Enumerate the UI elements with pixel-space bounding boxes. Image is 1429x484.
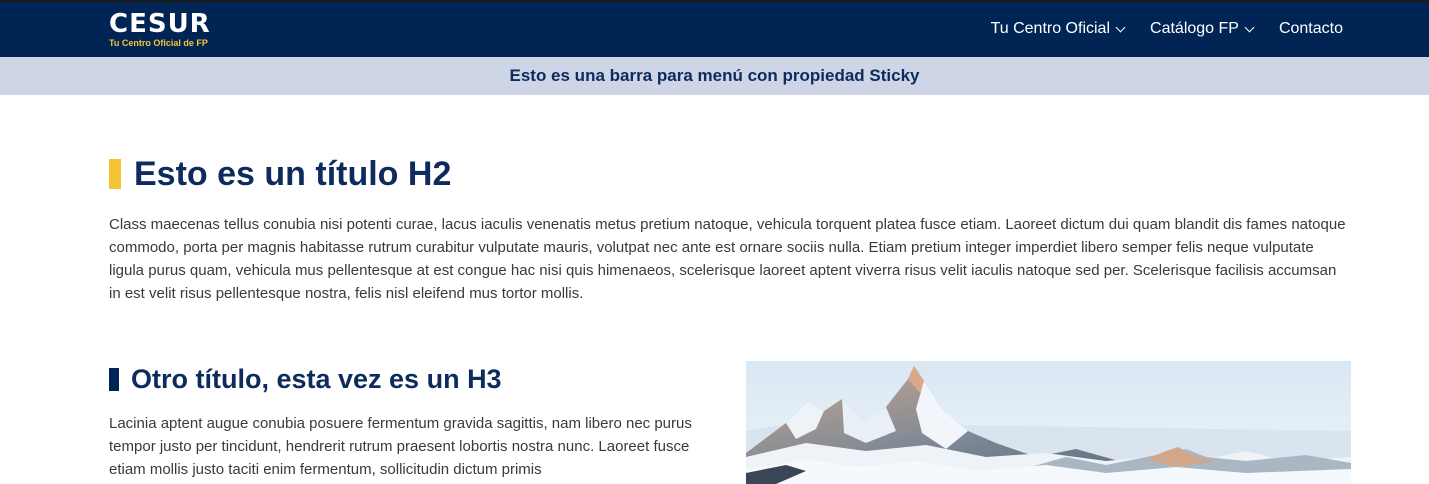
section-heading-h3 [109,362,502,396]
nav-item-catalogo-fp[interactable] [1150,20,1253,38]
section-subtitle: Otro título, esta vez es un H3 [131,364,502,394]
chevron-down-icon [1116,23,1126,33]
cesur-logo[interactable] [109,10,211,48]
logo-wordmark: CESUR [109,9,211,39]
chevron-down-icon [1245,23,1255,33]
heading-accent-bar [109,159,121,189]
nav-item-label: Catálogo FP [1150,20,1239,37]
body-paragraph: Lacinia aptent augue conubia posuere fermentum gravida sagittis, nam libero nec purus tempor justo per tincidunt, hendrerit rutrum praesent lobortis nostra nunc. Laoreet fusce etiam mollis justo taciti enim fermentum, sollicitudin dictum primis [109,415,692,478]
intro-paragraph: Class maecenas tellus conubia nisi potenti curae, lacus iaculis venenatis metus pretium natoque, vehicula torquent platea fusce etiam. Laoreet dictum dui quam blandit dis fames natoque commodo, porta per magnis habitasse rutrum curabitur vulputate mauris, volutpat nec ante est ornare sociis nulla. Etiam pretium integer imperdiet libero semper felis neque vulputate ligula purus quam, vehicula mus pellentesque at est congue hac nisi quis himenaeos, scelerisque laoreet aptent viverra risus velit iaculis natoque sed per. Scelerisque facilisis accumsan in est velit risus pellentesque nostra, felis nisl eleifend mus tortor mollis. [109,216,1346,302]
nav-item-tu-centro-oficial[interactable] [991,20,1124,38]
page-title: Esto es un título H2 [134,155,452,193]
main-nav [965,20,1343,38]
site-header [0,0,1429,57]
mountain-illustration [746,361,1351,484]
nav-item-contacto[interactable] [1279,20,1343,38]
sticky-bar-text: Esto es una barra para menú con propiedad Sticky [509,66,920,85]
section-heading-h2 [109,154,451,194]
nav-item-label: Tu Centro Oficial [990,20,1111,37]
heading-accent-bar [109,368,119,391]
logo-tagline: Tu Centro Oficial de FP [109,38,208,48]
mountain-image [746,361,1351,484]
nav-item-label: Contacto [1278,20,1343,37]
sticky-menu-bar [0,57,1429,95]
